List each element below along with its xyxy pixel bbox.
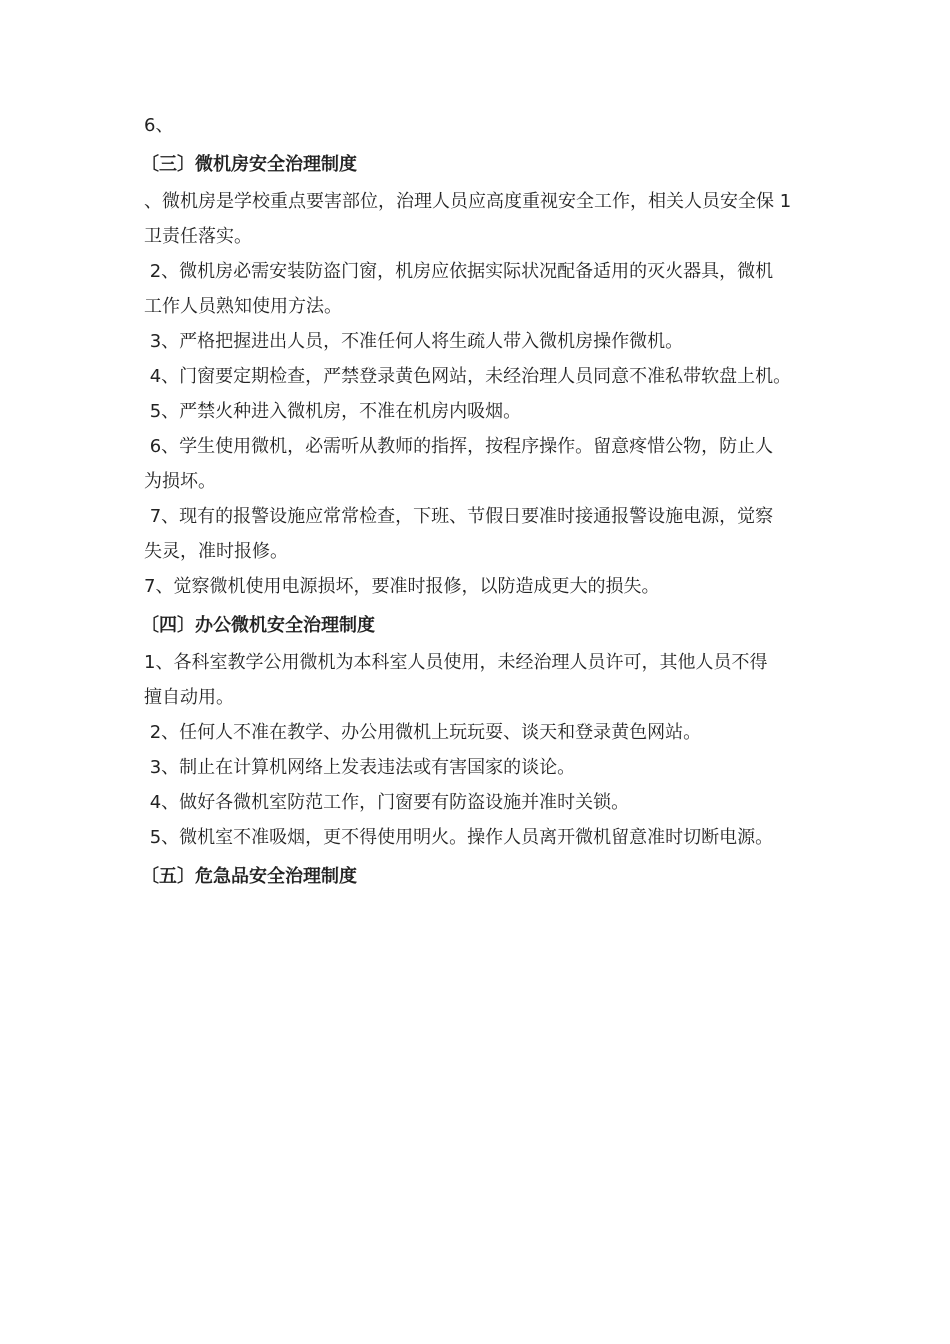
paragraph-line: 擅自动用。 bbox=[144, 687, 234, 708]
section-heading: 〔四〕办公微机安全治理制度 bbox=[141, 615, 375, 636]
paragraph-line: 3、严格把握进出人员，不准任何人将生疏人带入微机房操作微机。 bbox=[144, 331, 684, 352]
paragraph-line: 5、微机室不准吸烟，更不得使用明火。操作人员离开微机留意准时切断电源。 bbox=[144, 827, 774, 848]
paragraph-line: 工作人员熟知使用方法。 bbox=[144, 296, 342, 317]
section-heading: 〔五〕危急品安全治理制度 bbox=[141, 866, 357, 887]
paragraph bbox=[144, 645, 816, 715]
paragraph bbox=[144, 499, 816, 569]
paragraph-line: 7、觉察微机使用电源损坏，要准时报修，以防造成更大的损失。 bbox=[144, 576, 660, 597]
section-heading: 〔三〕微机房安全治理制度 bbox=[141, 154, 357, 175]
paragraph-line: 2、任何人不准在教学、办公用微机上玩玩耍、谈天和登录黄色网站。 bbox=[144, 722, 702, 743]
paragraph bbox=[144, 785, 816, 820]
paragraph-line: 4、做好各微机室防范工作，门窗要有防盗设施并准时关锁。 bbox=[144, 792, 630, 813]
paragraph-line: 7、现有的报警设施应常常检查，下班、节假日要准时接通报警设施电源，觉察 bbox=[144, 506, 774, 527]
paragraph-line: 为损坏。 bbox=[144, 471, 216, 492]
paragraph bbox=[144, 184, 816, 254]
paragraph bbox=[144, 750, 816, 785]
section-office-computer bbox=[141, 608, 816, 855]
paragraph-line: 2、微机房必需安装防盗门窗，机房应依据实际状况配备适用的灭火器具，微机 bbox=[144, 261, 774, 282]
section-hazardous-goods bbox=[141, 859, 816, 894]
paragraph bbox=[144, 324, 816, 359]
paragraph bbox=[144, 569, 816, 604]
document-body bbox=[141, 108, 816, 896]
paragraph-line: 1、各科室教学公用微机为本科室人员使用，未经治理人员许可，其他人员不得 bbox=[144, 652, 768, 673]
paragraph-line: 5、严禁火种进入微机房，不准在机房内吸烟。 bbox=[144, 401, 522, 422]
paragraph bbox=[144, 820, 816, 855]
paragraph-line: 失灵，准时报修。 bbox=[144, 541, 288, 562]
paragraph bbox=[144, 394, 816, 429]
paragraph bbox=[144, 429, 816, 499]
paragraph bbox=[144, 254, 816, 324]
section-microcomputer-room bbox=[141, 147, 816, 604]
top-fragment: 6、 bbox=[144, 115, 174, 136]
paragraph bbox=[144, 359, 816, 394]
paragraph-line: 卫责任落实。 bbox=[144, 226, 252, 247]
paragraph-line: 6、学生使用微机，必需听从教师的指挥，按程序操作。留意疼惜公物，防止人 bbox=[144, 436, 774, 457]
paragraph bbox=[144, 715, 816, 750]
paragraph-line: 3、制止在计算机网络上发表违法或有害国家的谈论。 bbox=[144, 757, 576, 778]
paragraph-line: 4、门窗要定期检查，严禁登录黄色网站，未经治理人员同意不准私带软盘上机。 bbox=[144, 366, 792, 387]
paragraph-line: 、微机房是学校重点要害部位，治理人员应高度重视安全工作，相关人员安全保 1 bbox=[144, 191, 792, 212]
